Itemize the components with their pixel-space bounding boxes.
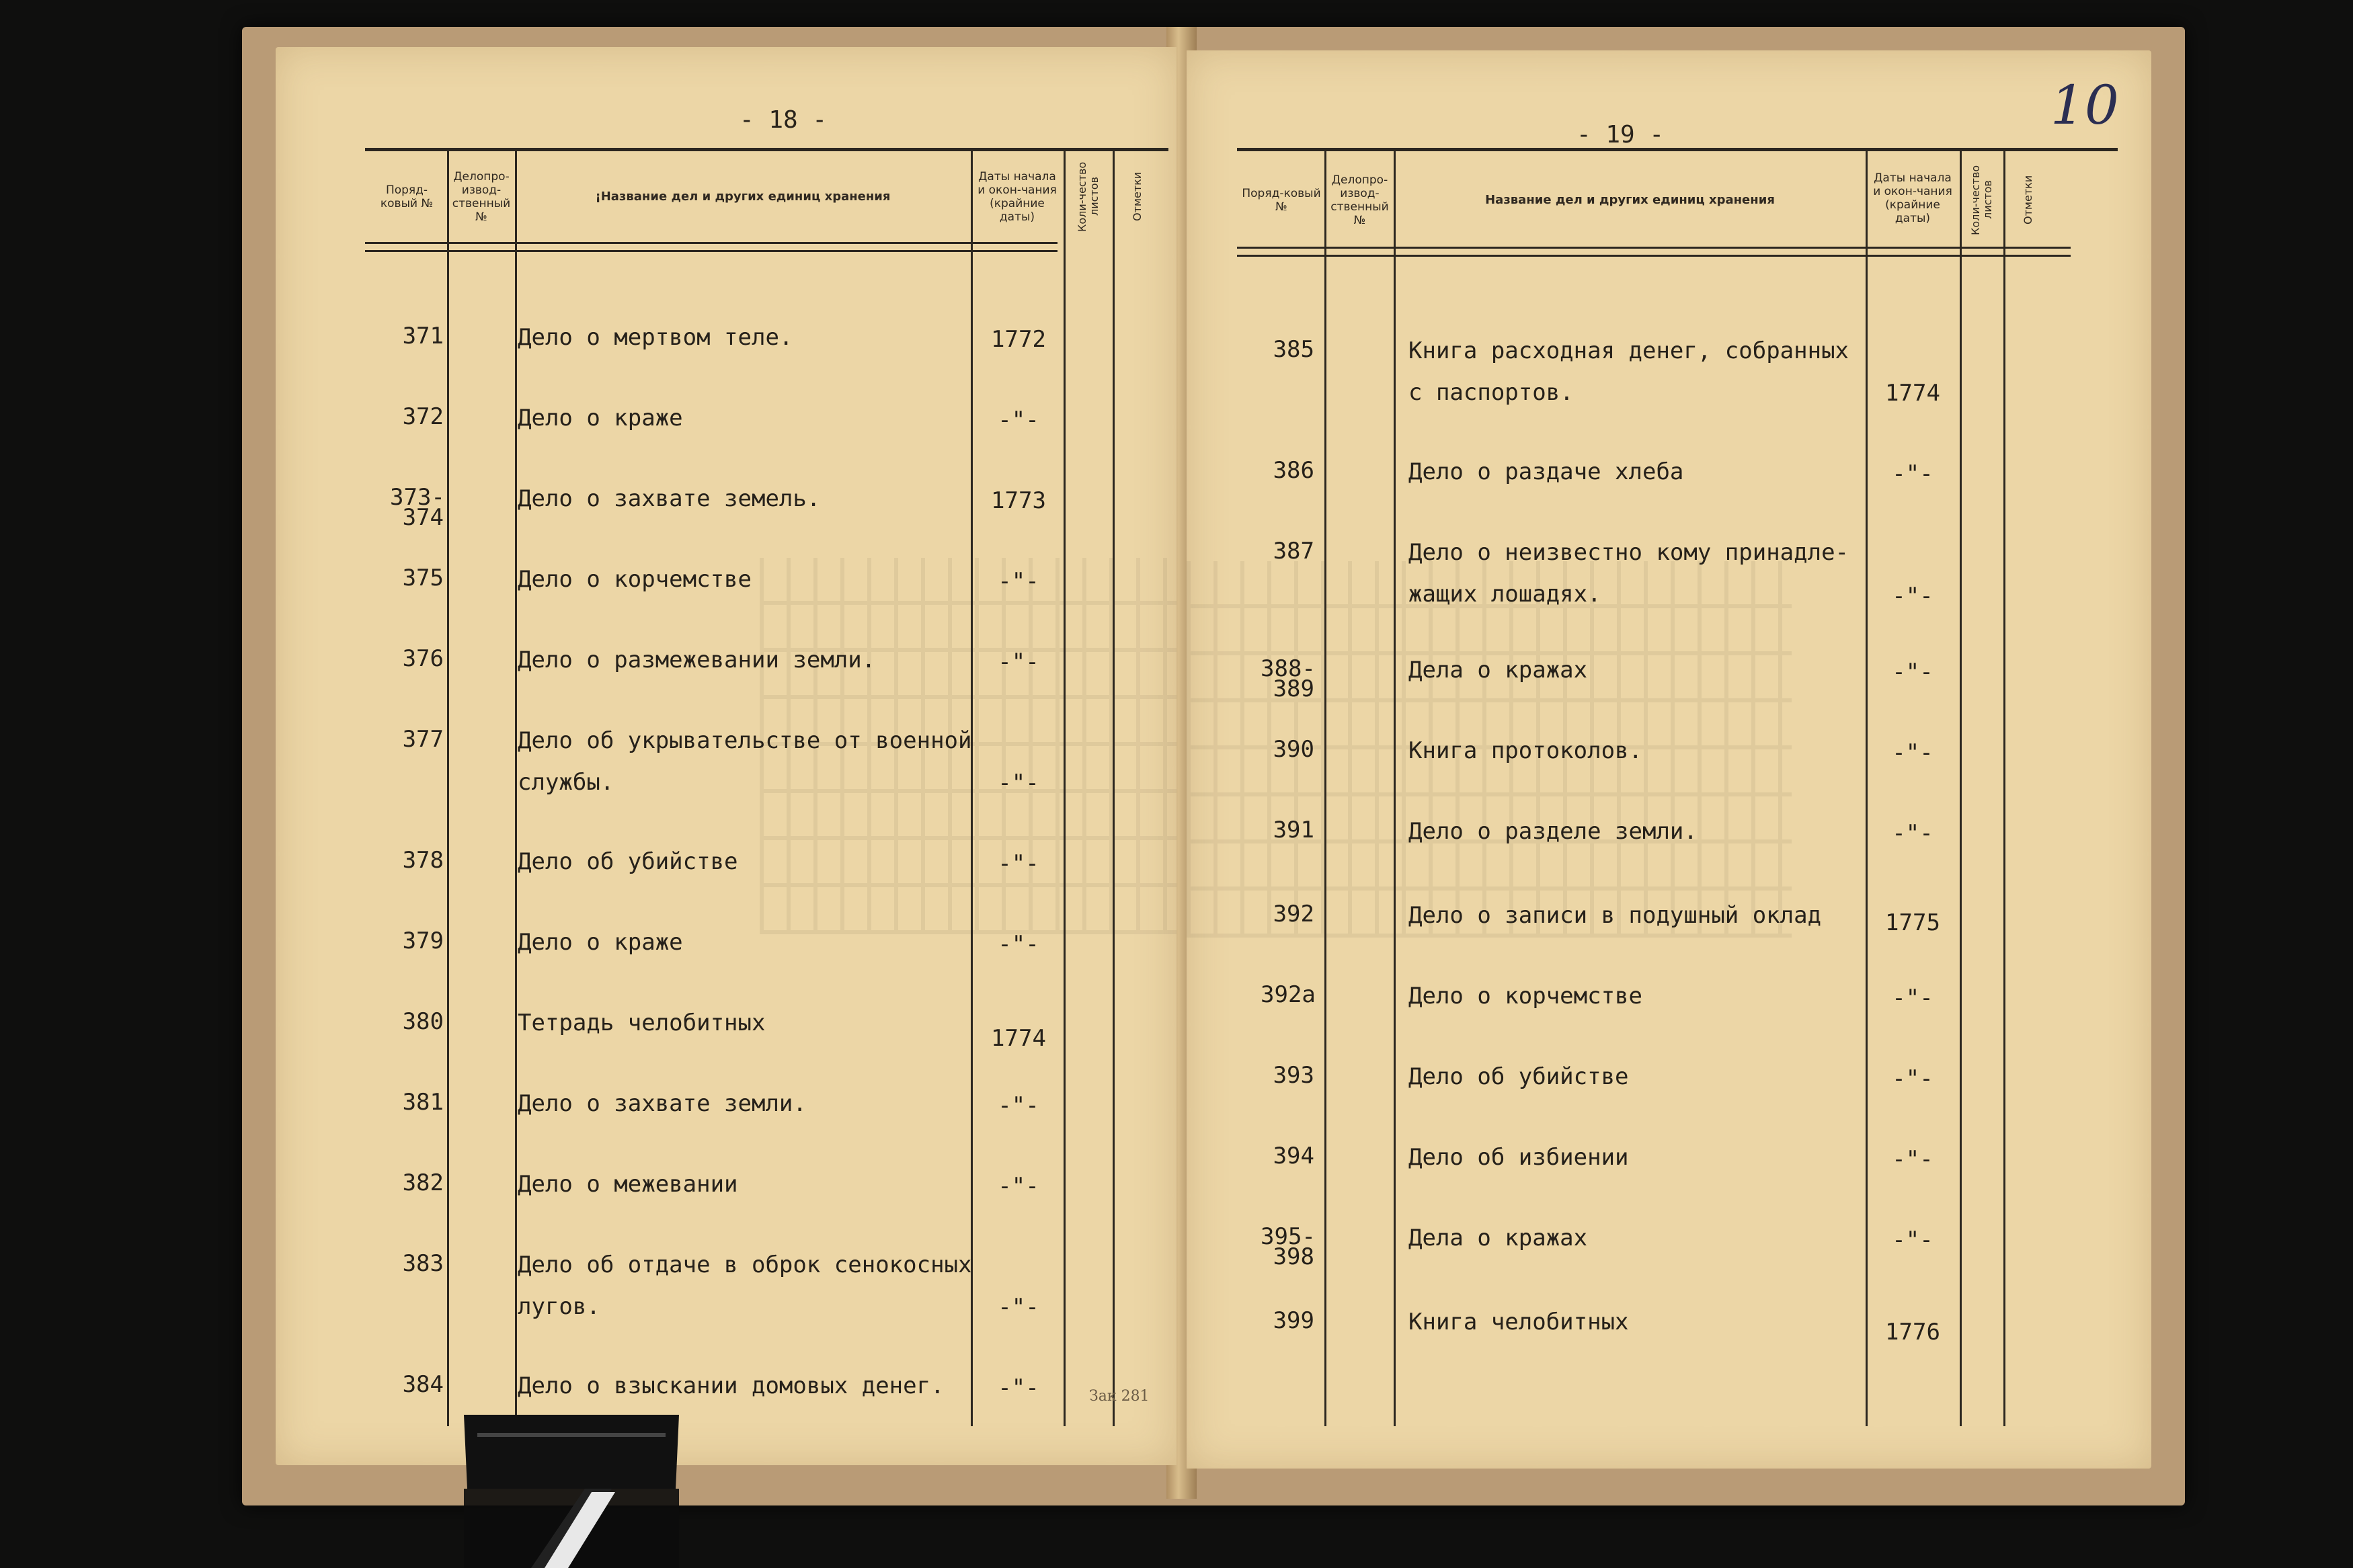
row-date: -"- xyxy=(998,1374,1039,1401)
column-divider xyxy=(971,149,973,1426)
row-title-line: Дело о раздаче хлеба xyxy=(1408,458,1684,485)
page-number: - 19 - xyxy=(1577,121,1665,149)
row-title-line: с паспортов. xyxy=(1408,379,1574,406)
header-no: Поряд-ковый № xyxy=(1242,186,1321,214)
row-title-line: Дело о захвате земель. xyxy=(518,485,821,512)
table-row xyxy=(276,484,1176,531)
row-date: -"- xyxy=(1892,583,1933,610)
header-office-no: Делопро-извод-ственный № xyxy=(452,169,511,224)
row-title-line: Дело об убийстве xyxy=(518,848,738,875)
header-bottom-rule xyxy=(1237,247,2071,249)
column-divider xyxy=(515,149,517,1426)
row-number: 378 xyxy=(402,847,444,874)
table-row xyxy=(1187,817,2151,847)
row-number: 399 xyxy=(1273,1307,1314,1334)
row-date: -"- xyxy=(1892,460,1933,487)
row-number: 372 xyxy=(402,403,444,430)
table-row xyxy=(276,927,1176,958)
row-date: -"- xyxy=(1892,659,1933,686)
row-title-line: Дело о взыскании домовых денег. xyxy=(518,1372,945,1399)
row-number: 377 xyxy=(402,726,444,753)
row-title-line: Дело об убийстве xyxy=(1408,1063,1629,1090)
row-number: 380 xyxy=(402,1008,444,1035)
header-dates: Даты начала и окон-чания (крайние даты) xyxy=(978,169,1057,224)
row-date: -"- xyxy=(1892,985,1933,1012)
row-date: -"- xyxy=(998,1294,1039,1321)
row-title-line: жащих лошадях. xyxy=(1408,581,1601,608)
header-sheets: Коли-чество листов xyxy=(1076,161,1101,232)
column-divider xyxy=(1324,149,1326,1426)
row-date: -"- xyxy=(998,407,1039,434)
row-title-line: Дело о разделе земли. xyxy=(1408,818,1698,845)
header-top-rule xyxy=(1237,148,2118,151)
row-date: -"- xyxy=(1892,1146,1933,1173)
header-dates: Даты начала и окон-чания (крайние даты) xyxy=(1873,171,1952,225)
row-number: 388- 389 xyxy=(1261,655,1316,702)
header-bottom-rule xyxy=(365,242,1058,244)
table-row xyxy=(1187,736,2151,766)
header-notes: Отметки xyxy=(2022,175,2034,225)
row-number: 386 xyxy=(1273,457,1314,484)
table-row xyxy=(1187,336,2151,407)
row-date: 1773 xyxy=(991,487,1046,514)
row-title-line: Дело о краже xyxy=(518,929,683,956)
header-title: ¡Название дел и других единиц хранения xyxy=(595,189,891,204)
table-row xyxy=(1187,538,2151,610)
row-title-line: Тетрадь челобитных xyxy=(518,1009,766,1036)
row-number: 392а xyxy=(1261,981,1316,1008)
row-number: 393 xyxy=(1273,1062,1314,1089)
row-title-line: Книга расходная денег, собранных xyxy=(1408,337,1849,364)
row-number: 385 xyxy=(1273,336,1314,363)
column-divider xyxy=(1960,149,1962,1426)
column-divider xyxy=(1113,149,1115,1426)
row-title-line: лугов. xyxy=(518,1293,600,1320)
row-date: 1776 xyxy=(1885,1319,1940,1346)
row-title-line: Дело о захвате земли. xyxy=(518,1090,807,1117)
column-divider xyxy=(1866,149,1868,1426)
header-office-no: Делопро-извод-ственный № xyxy=(1330,173,1389,227)
row-number: 376 xyxy=(402,645,444,672)
row-number: 394 xyxy=(1273,1143,1314,1169)
header-sheets: Коли-чество листов xyxy=(1969,165,1994,235)
row-date: -"- xyxy=(998,931,1039,958)
row-title-line: Книга протоколов. xyxy=(1408,737,1642,764)
row-number: 373- 374 xyxy=(390,484,445,531)
header-top-rule xyxy=(365,148,1168,151)
row-title-line: Дела о кражах xyxy=(1408,657,1588,684)
row-title-line: Дело о корчемстве xyxy=(1408,983,1642,1009)
table-row xyxy=(276,726,1176,796)
header-bottom-rule-2 xyxy=(365,250,1058,252)
row-date: -"- xyxy=(1892,1227,1933,1253)
row-title-line: Дело об укрывательстве от военной xyxy=(518,727,972,754)
row-title-line: Книга челобитных xyxy=(1408,1309,1629,1335)
row-number: 371 xyxy=(402,323,444,349)
row-title-line: Дело о межевании xyxy=(518,1171,738,1198)
column-divider xyxy=(2003,149,2005,1426)
header-title: Название дел и других единиц хранения xyxy=(1485,192,1775,207)
row-date: -"- xyxy=(1892,1065,1933,1092)
row-title-line: Дело о неизвестно кому принадле- xyxy=(1408,539,1849,566)
table-row xyxy=(276,1089,1176,1119)
row-title-line: Дело о записи в подушный оклад xyxy=(1408,902,1822,929)
row-date: -"- xyxy=(998,649,1039,675)
column-divider xyxy=(447,149,449,1426)
right-page xyxy=(1187,50,2151,1469)
row-title-line: Дело о краже xyxy=(518,405,683,431)
page-number: - 18 - xyxy=(740,106,828,134)
row-date: -"- xyxy=(1892,739,1933,766)
header-no: Поряд-ковый № xyxy=(380,183,434,210)
table-row xyxy=(276,323,1176,353)
row-number: 395- 398 xyxy=(1261,1223,1316,1270)
row-date: 1774 xyxy=(991,1025,1046,1052)
row-date: -"- xyxy=(998,568,1039,595)
row-title-line: службы. xyxy=(518,769,614,796)
row-title-line: Дело об отдаче в оброк сенокосных xyxy=(518,1251,972,1278)
table-row xyxy=(276,847,1176,877)
binder-clip xyxy=(450,1415,692,1568)
table-row xyxy=(1187,901,2151,936)
row-date: -"- xyxy=(998,1173,1039,1200)
row-date: -"- xyxy=(1892,820,1933,847)
table-row xyxy=(1187,1062,2151,1092)
row-number: 387 xyxy=(1273,538,1314,565)
row-date: -"- xyxy=(998,770,1039,796)
row-title-line: Дело о мертвом теле. xyxy=(518,324,793,351)
row-title-line: Дело о размежевании земли. xyxy=(518,647,876,673)
row-number: 382 xyxy=(402,1169,444,1196)
table-row xyxy=(276,565,1176,595)
row-number: 391 xyxy=(1273,817,1314,843)
row-date: 1775 xyxy=(1885,909,1940,936)
row-number: 383 xyxy=(402,1250,444,1277)
row-number: 384 xyxy=(402,1371,444,1398)
order-note: Зак 281 xyxy=(1089,1388,1150,1405)
row-number: 390 xyxy=(1273,736,1314,763)
table-row xyxy=(276,1250,1176,1321)
row-title-line: Дело о корчемстве xyxy=(518,566,752,593)
row-date: 1774 xyxy=(1885,380,1940,407)
row-date: -"- xyxy=(998,850,1039,877)
table-row xyxy=(1187,457,2151,487)
left-page xyxy=(276,47,1176,1465)
column-divider xyxy=(1064,149,1066,1426)
row-title-line: Дело об избиении xyxy=(1408,1144,1629,1171)
row-number: 379 xyxy=(402,927,444,954)
header-notes: Отметки xyxy=(1131,171,1144,222)
row-number: 375 xyxy=(402,565,444,591)
row-number: 392 xyxy=(1273,901,1314,927)
row-date: -"- xyxy=(998,1092,1039,1119)
row-number: 381 xyxy=(402,1089,444,1116)
handwritten-page-mark: 10 xyxy=(2050,74,2119,136)
header-bottom-rule-2 xyxy=(1237,255,2071,257)
table-row xyxy=(1187,1143,2151,1173)
row-date: 1772 xyxy=(991,326,1046,353)
row-title-line: Дела о кражах xyxy=(1408,1225,1588,1251)
column-divider xyxy=(1394,149,1396,1426)
